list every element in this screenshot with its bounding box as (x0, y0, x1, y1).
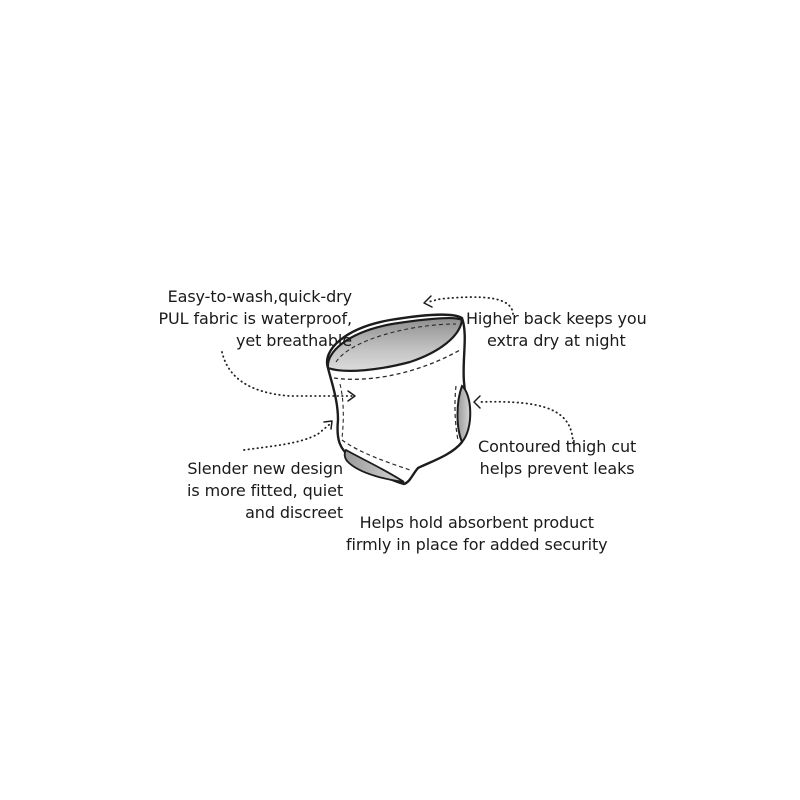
callout-hold-line-1: Helps hold absorbent product (359, 513, 594, 532)
callout-design (187, 458, 343, 524)
callout-fabric (159, 286, 353, 352)
callout-fabric-line-1: Easy-to-wash,quick-dry (167, 287, 352, 306)
callout-design-line-1: Slender new design (187, 459, 343, 478)
callout-design-line-3: and discreet (245, 503, 343, 522)
callout-thigh (478, 436, 636, 480)
thigh-arrowhead (474, 396, 480, 408)
right-leg-opening (458, 386, 471, 442)
design-pointer-line (244, 424, 330, 450)
callout-back-line-2: extra dry at night (487, 331, 626, 350)
callout-fabric-line-2: PUL fabric is waterproof, (158, 309, 352, 328)
callout-back (466, 308, 647, 352)
callout-thigh-line-2: helps prevent leaks (479, 459, 635, 478)
callout-fabric-line-3: yet breathable (236, 331, 352, 350)
callout-hold-line-2: firmly in place for added security (346, 535, 608, 554)
callout-hold (346, 512, 608, 556)
callout-thigh-line-1: Contoured thigh cut (478, 437, 637, 456)
callout-design-line-2: is more fitted, quiet (187, 481, 343, 500)
callout-back-line-1: Higher back keeps you (466, 309, 647, 328)
